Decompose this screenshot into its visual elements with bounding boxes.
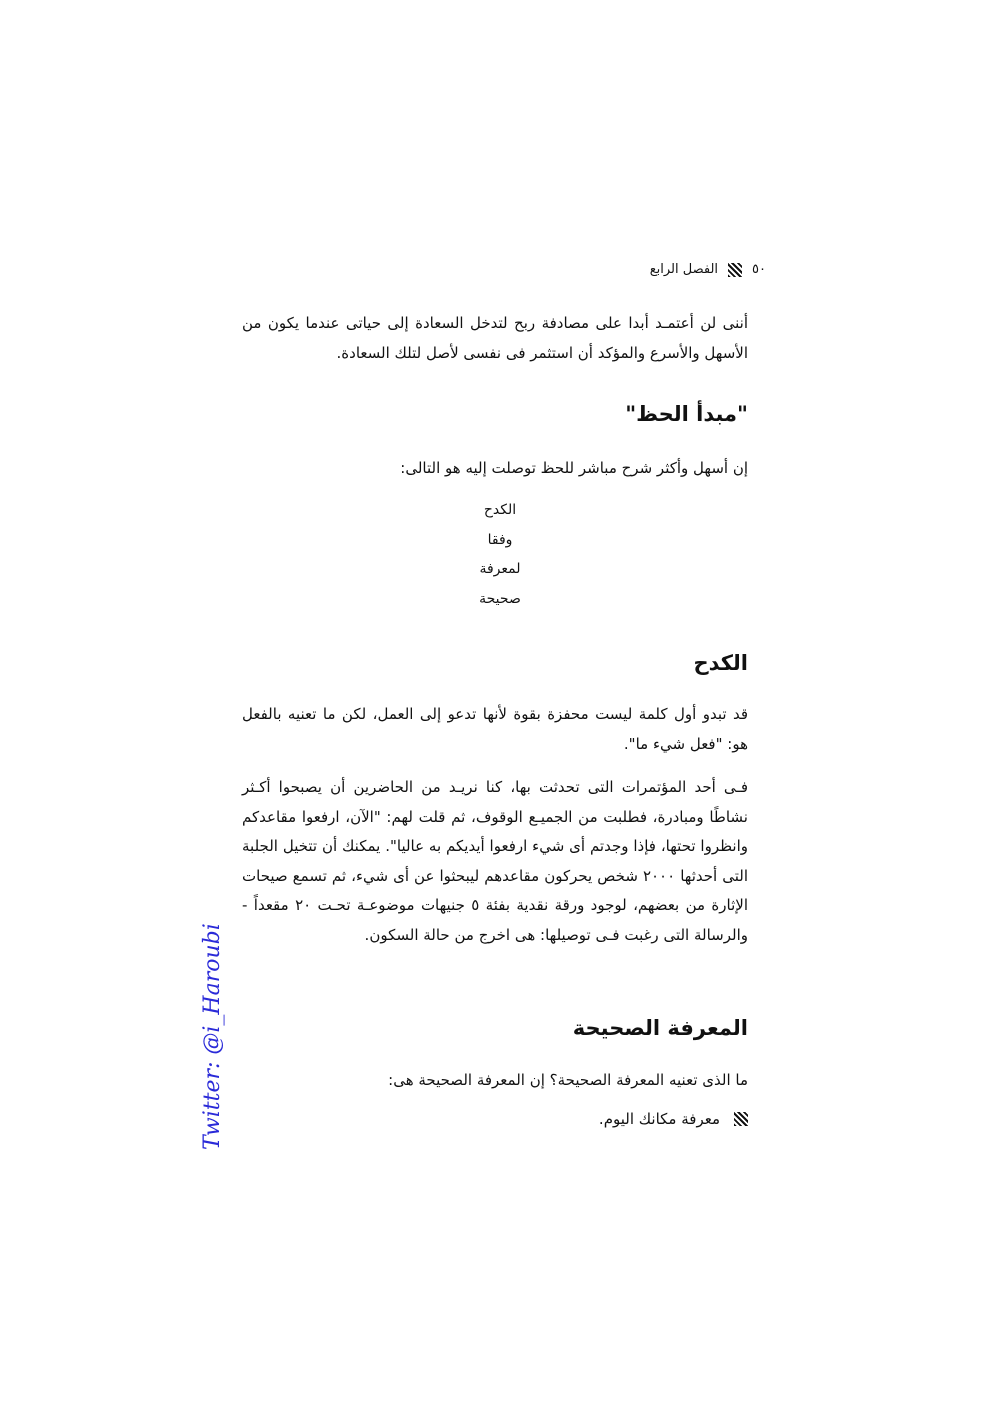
- page-header: [650, 262, 766, 277]
- bullet-item: [599, 1110, 748, 1128]
- list-item: لمعرفة: [479, 561, 521, 577]
- page-number: ٥٠: [752, 262, 766, 277]
- chapter-title: الفصل الرابع: [649, 262, 719, 277]
- luck-formula-list: [440, 496, 560, 614]
- decorative-flower-icon: [728, 263, 742, 277]
- section-title-knowledge: المعرفة الصحيحة: [572, 1016, 748, 1040]
- list-item: صحيحة: [479, 590, 521, 607]
- intro-paragraph: أننى لن أعتمـد أبدا على مصادفة ربح لتدخل السعادة إلى حياتى عندما يكون من الأسهل والأسرع والمؤكد أن استثمر فى نفسى لأصل لتلك السعادة.: [242, 314, 748, 362]
- knowledge-intro: ما الذى تعنيه المعرفة الصحيحة؟ إن المعرفة الصحيحة هى:: [388, 1071, 748, 1089]
- list-item: الكدح: [483, 502, 517, 518]
- decorative-bullet-icon: [734, 1112, 748, 1126]
- toil-paragraph-1: قد تبدو أول كلمة ليست محفزة بقوة لأنها تدعو إلى العمل، لكن ما تعنيه بالفعل هو: "فعل شيء ما".: [242, 705, 748, 753]
- section-title-toil: الكدح: [693, 651, 748, 675]
- bullet-text: معرفة مكانك اليوم.: [598, 1110, 720, 1128]
- luck-intro: إن أسهل وأكثر شرح مباشر للحظ توصلت إليه هو التالى:: [400, 459, 748, 477]
- watermark: Twitter: @i_Haroubi: [200, 923, 225, 1150]
- list-item: وفقا: [487, 531, 513, 548]
- section-title-luck: "مبدأ الحظ": [625, 402, 748, 426]
- toil-paragraph-2: فـى أحد المؤتمرات التى تحدثت بها، كنا نريـد من الحاضرين أن يصبحوا أكـثر نشاطًا ومبادرة، فطلبت من الجميـع الوقوف، ثم قلت لهم: "الآن، ارفعوا مقاعدكم وانظروا تحتها، فإذا وجدتم أى شيء ارفعوا أيديكم به عاليا". يمكنك أن تتخيل الجلبة التى أحدثها ٢٠٠٠ شخص يحركون مقاعدهم ليبحثوا عن أى شيء، ثم تسمع صيحات الإثارة من بعضهم، لوجود ورقة نقدية بفئة ٥ جنيهات موضوعـة تحـت ٢٠ مقعداً - والرسالة التى رغبت فـى توصيلها: هى اخرج من حالة السكون.: [242, 778, 748, 944]
